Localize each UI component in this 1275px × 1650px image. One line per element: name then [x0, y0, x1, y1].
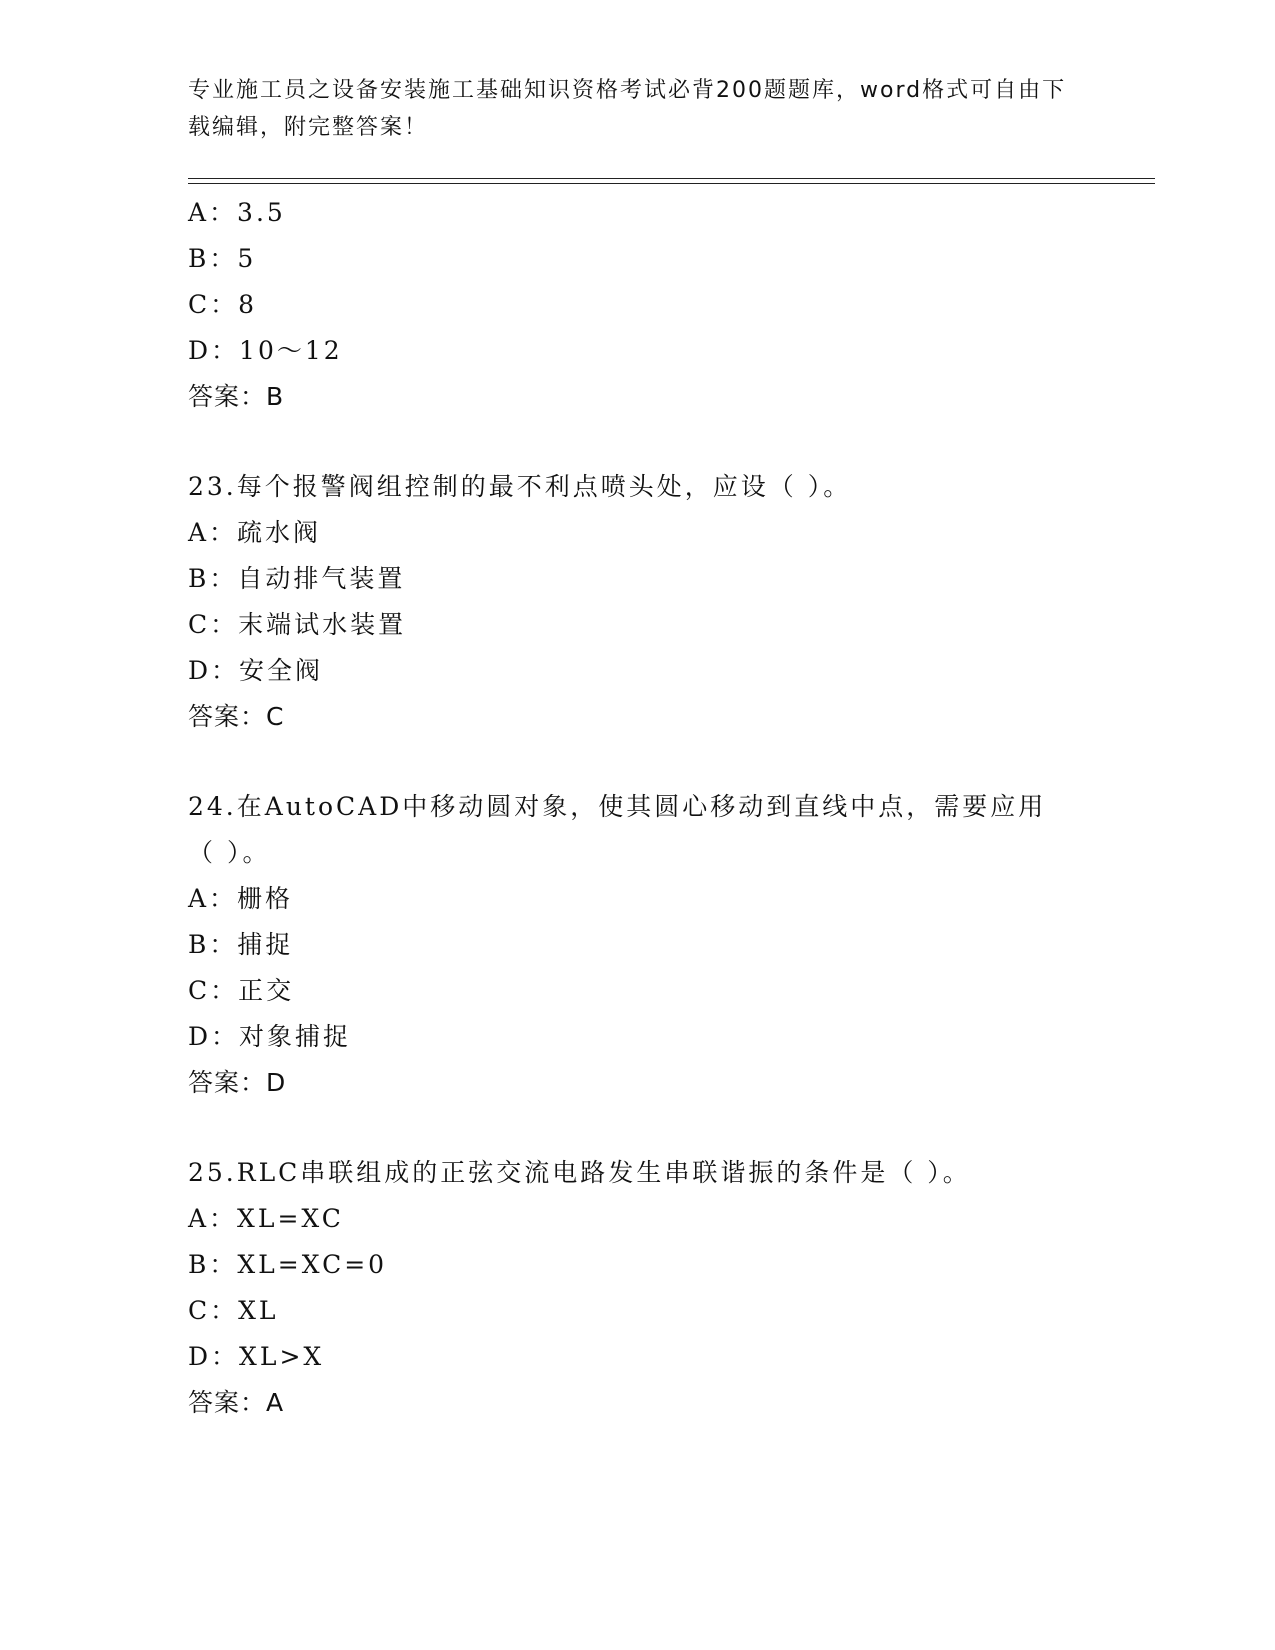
question-block-24 [188, 784, 1088, 1106]
option-a: A：栅格 [188, 884, 294, 913]
question-block-23 [188, 464, 1088, 740]
question-list [188, 190, 1088, 1426]
answer: 答案：C [188, 702, 285, 731]
option-c: C：8 [188, 290, 258, 319]
option-b: B：XL=XC=0 [188, 1250, 388, 1279]
option-c: C：末端试水装置 [188, 610, 407, 639]
option-c: C：XL [188, 1296, 279, 1325]
header-rule-top [188, 178, 1155, 179]
option-d: D：XL>X [188, 1342, 325, 1371]
answer: 答案：D [188, 1068, 287, 1097]
answer: 答案：B [188, 382, 285, 411]
option-a: A：3.5 [188, 198, 286, 227]
option-a: A：XL=XC [188, 1204, 344, 1233]
document-header: 专业施工员之设备安装施工基础知识资格考试必背200题题库，word格式可自由下载编辑，附完整答案！ [188, 78, 1067, 140]
option-d: D：10～12 [188, 336, 343, 365]
question-text: 25.RLC串联组成的正弦交流电路发生串联谐振的条件是（ ）。 [188, 1158, 971, 1187]
option-b: B：5 [188, 244, 257, 273]
option-b: B：自动排气装置 [188, 564, 406, 593]
question-text: 23.每个报警阀组控制的最不利点喷头处，应设（ ）。 [188, 472, 852, 501]
option-c: C：正交 [188, 976, 295, 1005]
option-d: D：安全阀 [188, 656, 324, 685]
header-rule-bottom [188, 183, 1155, 184]
question-text: 24.在AutoCAD中移动圆对象，使其圆心移动到直线中点，需要应用（ ）。 [188, 792, 1047, 867]
option-b: B：捕捉 [188, 930, 294, 959]
question-block-25 [188, 1150, 1088, 1426]
option-d: D：对象捕捉 [188, 1022, 352, 1051]
question-block-22 [188, 190, 1088, 420]
option-a: A：疏水阀 [188, 518, 322, 547]
answer: 答案：A [188, 1388, 285, 1417]
